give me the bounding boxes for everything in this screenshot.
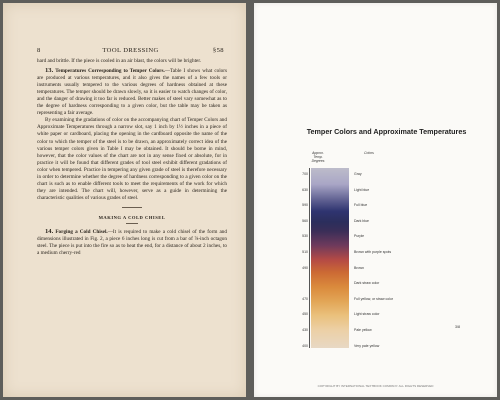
temper-entry: [294, 172, 454, 177]
entry-temperature: 450: [302, 312, 308, 317]
paragraph-heading: Forging a Cold Chisel.: [55, 228, 108, 235]
entry-temperature: 530: [302, 234, 308, 239]
entry-temperature: 510: [302, 250, 308, 254]
right-book-page: [254, 3, 497, 397]
temp-column-heading: Approx. Temp. Degrees: [311, 151, 325, 163]
entry-color-name: Light blue: [354, 187, 370, 192]
body-text: [37, 58, 227, 257]
entry-temperature: 560: [302, 218, 308, 223]
temper-entry: [294, 250, 454, 255]
entry-temperature: 630: [302, 187, 308, 192]
entry-color-name: Dark straw color: [354, 281, 380, 286]
temper-entry: [294, 281, 454, 286]
paragraph-number: 14.: [45, 227, 54, 235]
entry-temperature: 590: [302, 203, 308, 208]
entry-temperature: 470: [302, 296, 308, 301]
page-number: 8: [37, 47, 41, 54]
paragraph-heading: Temperatures Corresponding to Temper Colors.: [55, 68, 165, 75]
temper-entry: [294, 219, 454, 224]
entry-color-name: Full blue: [354, 203, 368, 208]
temper-entry: [294, 234, 454, 239]
temper-entry: [294, 188, 454, 193]
temper-entry: [294, 297, 454, 302]
paragraph-text: —It is required to make a cold chisel of the form and dimensions illustrated in Fig. 2, a piece 6 inches long is cut from a bar of ⅞-inch octagon steel. The piece is put into the fire so as to heat the end, for a distance of about 2 inches, to a medium cherry-red: [37, 228, 227, 257]
left-book-page: [3, 3, 246, 397]
entry-color-name: Light straw color: [354, 312, 380, 317]
copyright-line: COPYRIGHT BY INTERNATIONAL TEXTBOOK COMPANY. ALL RIGHTS RESERVED: [317, 384, 434, 388]
paragraph-gradations: By examining the gradations of color on the accompanying chart of Temper Colors and Approximate Temperatures through a narrow slot, say 1 inch by 1½ inches in a piece of white paper or cardboard, placing the opening in the cardboard opposite the name of the color to which the temper of the steel is to be drawn, an approximately correct idea of the various temper colors given in Table I may be obtained. It should be borne in mind, however, that the color values of the chart are not in any sense fixed or absolute, for in practice it will be found that different grades of tool steel exhibit different gradations of color when tempered. Practice in tempering any given grade of steel is therefore necessary in order to determine whether the degree of hardness corresponding to a given color on the chart is such as to enable different tools to meet the requirements of the work for which they are intended. The chart will, however, serve as a guide in determining the characteristic qualities of various grades of steel.: [37, 117, 227, 201]
chart-title: Temper Colors and Approximate Temperatures: [306, 127, 467, 136]
divider-rule: [122, 207, 142, 208]
entry-color-name: Dark blue: [354, 218, 369, 223]
entry-color-name: Brown with purple spots: [354, 250, 392, 254]
temper-color-gradient: [311, 168, 349, 348]
temper-entry: [294, 328, 454, 333]
entry-color-name: Gray: [354, 172, 362, 176]
intro-line: hard and brittle. If the piece is cooled in an air blast, the colors will be brighter.: [37, 58, 202, 64]
paragraph-text: —Table I shows what colors are produced at various temperatures, and it also gives the names of a few tools or instruments usually tempered to the various degrees of hardness obtained at these temperatures. The temper should be drawn slowly, so it is easier to watch changes of color, and the danger of drawing it too far is reduced. Better makes of steel vary somewhat as to the degree of hardness corresponding to a given color, but the table may be taken as representing a fair average.: [37, 68, 228, 117]
entry-color-name: Pale yellow: [354, 328, 372, 332]
temper-entry: [294, 266, 454, 271]
temper-entry: [294, 203, 454, 208]
entry-color-name: Brown: [354, 265, 364, 270]
divider-rule-small: [126, 223, 138, 224]
entry-temperature: 430: [302, 328, 308, 332]
paragraph-number: 13.: [45, 67, 54, 75]
paragraph-13: [37, 67, 227, 117]
running-title: TOOL DRESSING: [102, 47, 159, 54]
running-head: [37, 47, 224, 57]
entry-temperature: 400: [302, 343, 308, 348]
entry-temperature: 700: [302, 172, 308, 176]
temper-entry: [294, 344, 454, 349]
temper-entry: [294, 312, 454, 317]
entry-color-name: Purple: [354, 234, 365, 239]
colors-column-heading: Colors: [364, 151, 374, 155]
paragraph-14: [37, 228, 227, 257]
section-heading: MAKING A COLD CHISEL: [98, 214, 166, 220]
entry-temperature: 490: [302, 265, 308, 270]
entry-color-name: Full yellow, or straw color: [354, 296, 394, 301]
entry-color-name: Very pale yellow: [354, 343, 380, 348]
plate-number: 3/8: [455, 325, 460, 329]
section-mark: §58: [212, 47, 224, 54]
